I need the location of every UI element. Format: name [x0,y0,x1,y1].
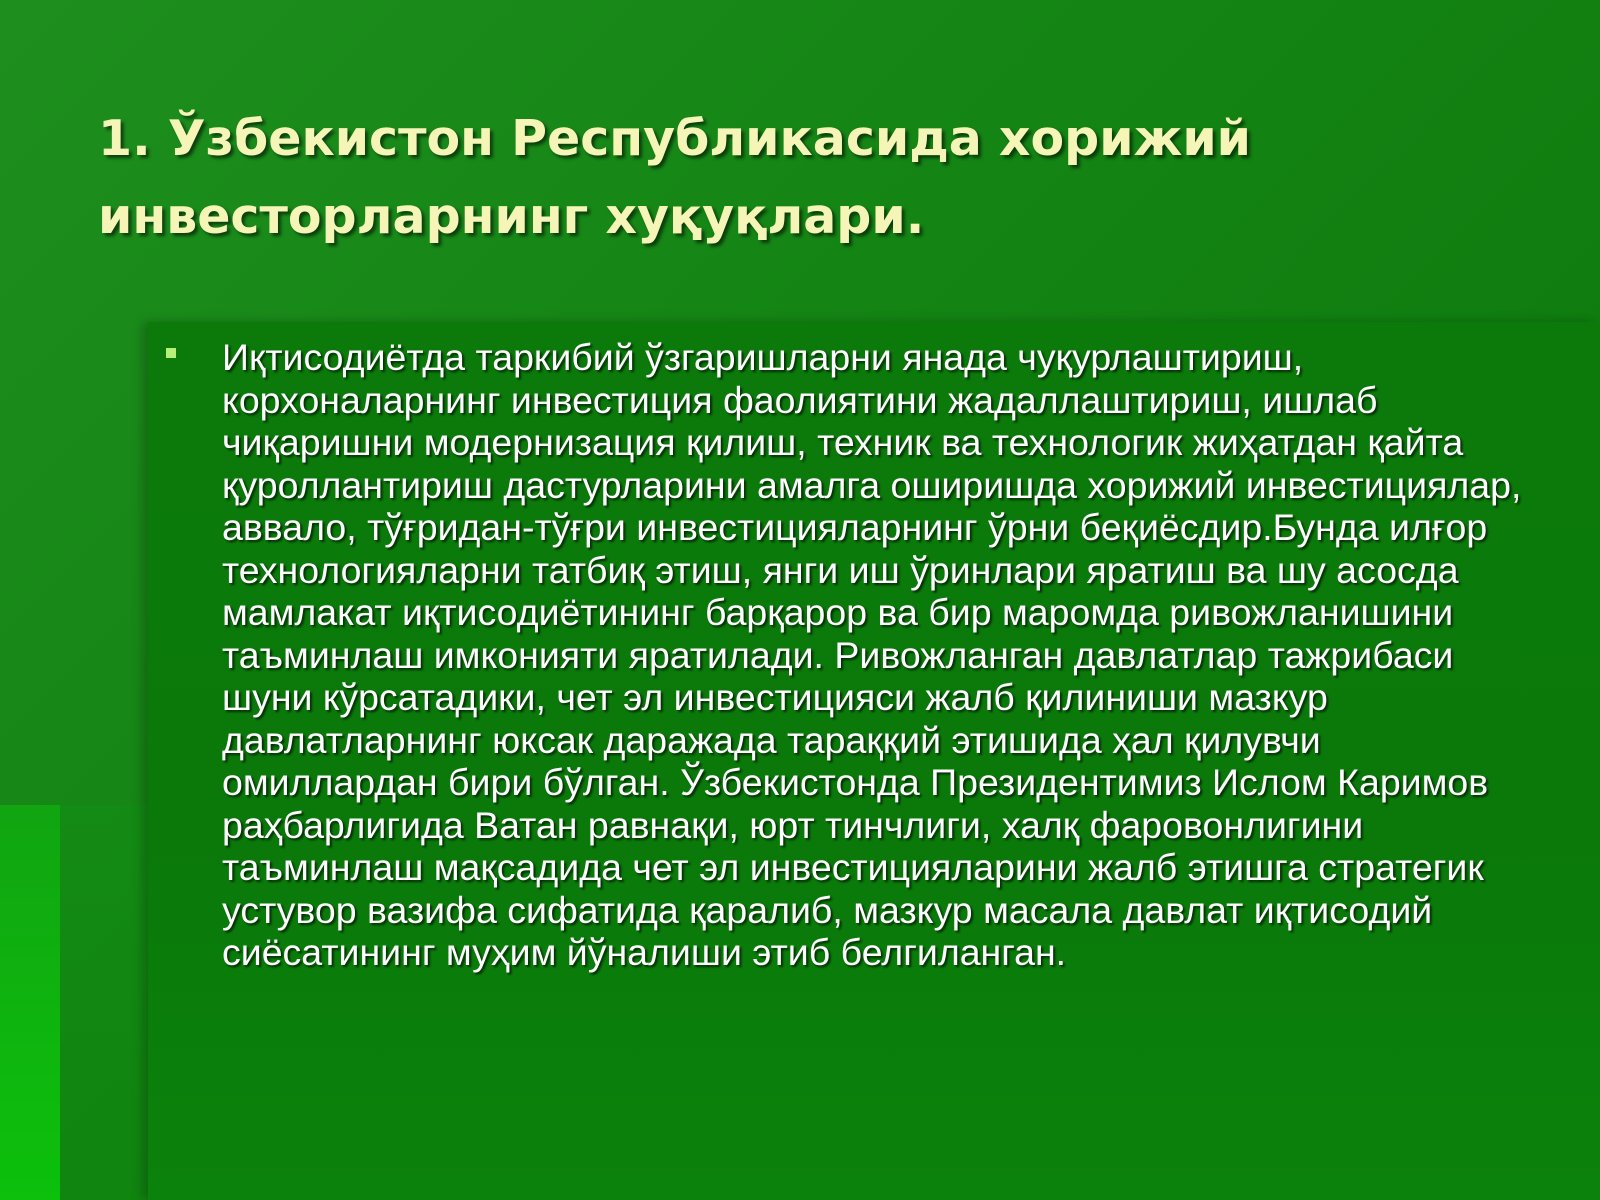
slide-title: 1. Ўзбекистон Республикасида хорижий инвесторларнинг хуқуқлари. [98,110,1252,245]
background-band-left [0,805,60,1200]
bullet-item [166,336,1546,974]
square-bullet-icon [166,348,176,358]
bullet-text: Иқтисодиётда таркибий ўзгаришларни янада чуқурлаштириш, корхоналарнинг инвестиция фаолиятини жадаллаштириш, ишлаб чиқаришни модернизация қилиш, техник ва технологик жиҳатдан қайта қуроллантириш дастурларини амалга оширишда хорижий инвестициялар, аввало, тўғридан-тўғри инвестицияларнинг ўрни беқиёсдир.Бунда илғор технологияларни татбиқ этиш, янги иш ўринлари яратиш ва шу асосда мамлакат иқтисодиётининг барқарор ва бир маромда ривожланишини таъминлаш имконияти яратилади. Ривожланган давлатлар тажрибаси шуни кўрсатадики, чет эл инвестицияси жалб қилиниши мазкур давлатларнинг юксак даражада тараққий этишида ҳал қилувчи омиллардан бири бўлган. Ўзбекистонда Президентимиз Ислом Каримов раҳбарлигида Ватан равнақи, юрт тинчлиги, халқ фаровонлигини таъминлаш мақсадида чет эл инвестицияларини жалб этишга стратегик устувор вазифа сифатида қаралиб, мазкур масала давлат иқтисодий сиёсатининг муҳим йўналиши этиб белгиланган. [222,336,1522,973]
